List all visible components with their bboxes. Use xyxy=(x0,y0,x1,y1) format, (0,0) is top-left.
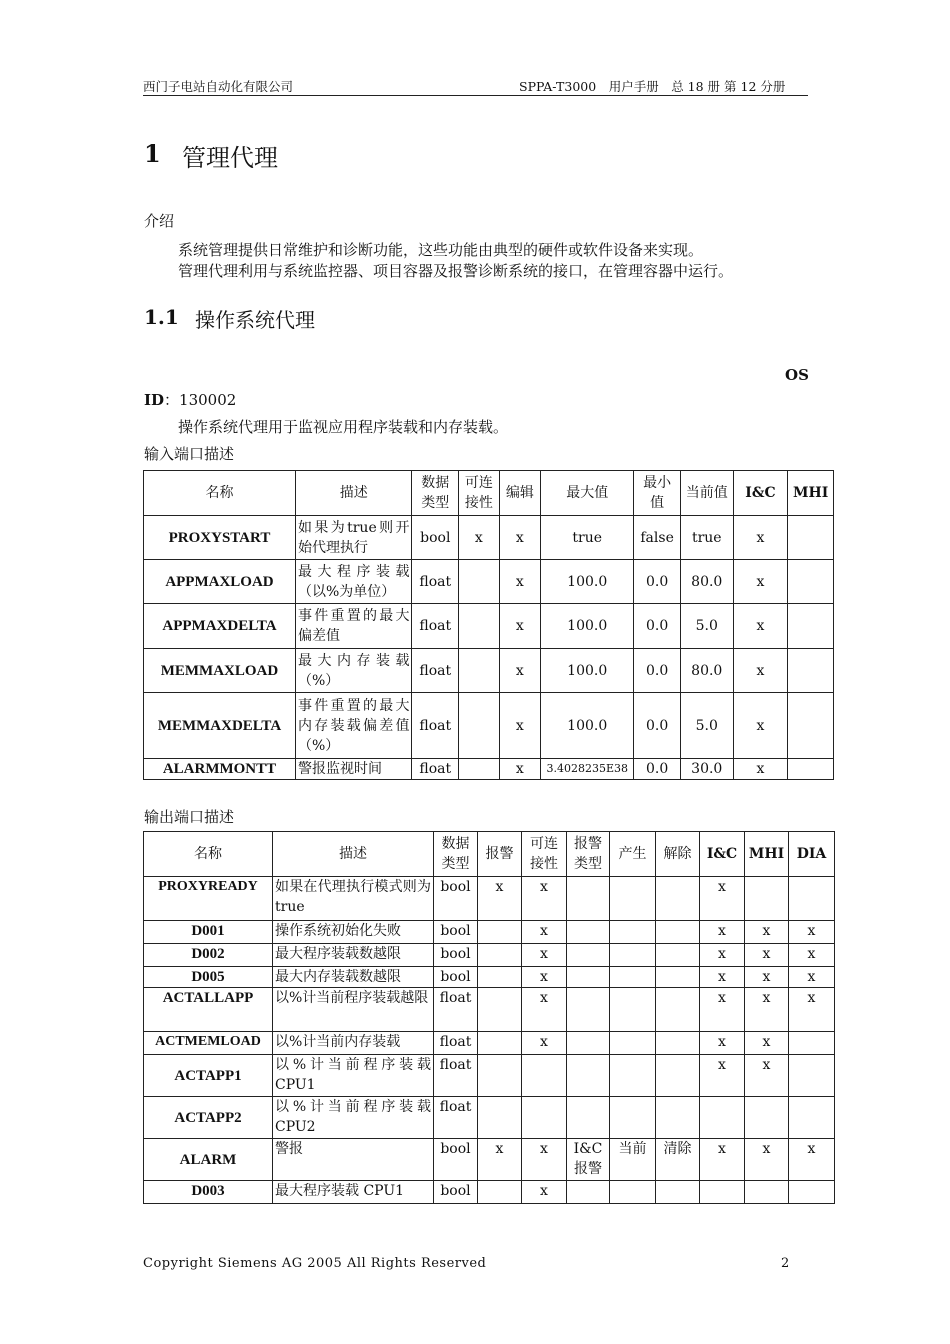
cell-name: ALARMMONTT xyxy=(144,759,296,780)
cell-desc: 最大内存装载（%） xyxy=(295,649,412,693)
cell-atype xyxy=(567,921,610,944)
cell-gen: 当前 xyxy=(610,1139,656,1181)
cell-dia xyxy=(789,877,835,921)
cell-type: bool xyxy=(434,944,478,967)
col-mhi: MHI xyxy=(788,471,834,516)
cell-clr xyxy=(656,988,700,1032)
col-ic: I&C xyxy=(733,471,788,516)
footer-page-number: 2 xyxy=(781,1256,790,1271)
cell-dia xyxy=(789,1097,835,1139)
cell-conn xyxy=(459,759,500,780)
col-desc: 描述 xyxy=(273,832,434,877)
cell-conn: x xyxy=(522,967,567,988)
cell-alarm xyxy=(478,921,522,944)
input-table-row xyxy=(144,649,834,693)
cell-conn xyxy=(522,1097,567,1139)
cell-dia: x xyxy=(789,967,835,988)
header-manual-info: SPPA-T3000 用户手册 总 18 册 第 12 分册 xyxy=(519,79,786,94)
cell-clr xyxy=(656,1055,700,1097)
cell-ic: x xyxy=(700,921,745,944)
cell-max: true xyxy=(541,516,634,560)
output-table-row xyxy=(144,1055,835,1097)
output-table-row xyxy=(144,1097,835,1139)
cell-max: 100.0 xyxy=(541,693,634,759)
col-name: 名称 xyxy=(144,471,296,516)
cell-min: 0.0 xyxy=(634,693,681,759)
cell-edit: x xyxy=(499,759,541,780)
cell-mhi xyxy=(745,1181,789,1204)
cell-atype xyxy=(567,988,610,1032)
cell-edit: x xyxy=(499,693,541,759)
cell-type: float xyxy=(412,649,459,693)
cell-desc: 事件重置的最大内存装载偏差值（%） xyxy=(295,693,412,759)
input-table-row xyxy=(144,759,834,780)
col-connectable: 可连接性 xyxy=(459,471,500,516)
col-desc: 描述 xyxy=(295,471,412,516)
os-label: OS xyxy=(785,366,809,384)
input-table-row xyxy=(144,693,834,759)
section-number: 1 xyxy=(144,139,161,168)
cell-max: 100.0 xyxy=(541,649,634,693)
cell-ic: x xyxy=(700,944,745,967)
cell-type: float xyxy=(412,759,459,780)
output-table-row xyxy=(144,944,835,967)
cell-min: 0.0 xyxy=(634,759,681,780)
cell-edit: x xyxy=(499,516,541,560)
cell-conn: x xyxy=(522,1181,567,1204)
input-table-row xyxy=(144,560,834,604)
output-table-row xyxy=(144,921,835,944)
cell-type: float xyxy=(412,693,459,759)
intro-label: 介绍 xyxy=(144,212,175,230)
output-table-row xyxy=(144,988,835,1032)
cell-edit: x xyxy=(499,604,541,649)
cell-atype xyxy=(567,1055,610,1097)
cell-clr xyxy=(656,921,700,944)
cell-type: bool xyxy=(434,877,478,921)
cell-ic: x xyxy=(700,1139,745,1181)
cell-type: bool xyxy=(412,516,459,560)
col-mhi: MHI xyxy=(745,832,789,877)
cell-edit: x xyxy=(499,649,541,693)
cell-type: float xyxy=(412,560,459,604)
cell-desc: 警报监视时间 xyxy=(295,759,412,780)
cell-ic: x xyxy=(700,1055,745,1097)
cell-conn xyxy=(522,1055,567,1097)
cell-ic: x xyxy=(733,560,788,604)
intro-line-1: 系统管理提供日常维护和诊断功能，这些功能由典型的硬件或软件设备来实现。 xyxy=(178,241,704,259)
cell-min: 0.0 xyxy=(634,649,681,693)
cell-type: bool xyxy=(434,921,478,944)
cell-gen xyxy=(610,1097,656,1139)
cell-mhi: x xyxy=(745,988,789,1032)
cell-dia: x xyxy=(789,944,835,967)
cell-desc: 以%计当前程序装载CPU1 xyxy=(273,1055,434,1097)
cell-desc: 最大内存装载数越限 xyxy=(273,967,434,988)
cell-mhi: x xyxy=(745,1139,789,1181)
cell-alarm xyxy=(478,944,522,967)
col-dia: DIA xyxy=(789,832,835,877)
cell-conn: x xyxy=(522,877,567,921)
cell-conn xyxy=(459,693,500,759)
cell-type: bool xyxy=(434,967,478,988)
cell-conn: x xyxy=(459,516,500,560)
cell-conn: x xyxy=(522,1032,567,1055)
cell-mhi xyxy=(745,877,789,921)
cell-type: float xyxy=(434,1097,478,1139)
cell-cur: 5.0 xyxy=(680,604,733,649)
subsection-number: 1.1 xyxy=(144,305,179,329)
cell-gen xyxy=(610,1181,656,1204)
cell-mhi: x xyxy=(745,921,789,944)
cell-ic: x xyxy=(700,967,745,988)
section-title: 管理代理 xyxy=(182,144,278,172)
cell-min: 0.0 xyxy=(634,604,681,649)
cell-clr xyxy=(656,1032,700,1055)
cell-alarm xyxy=(478,967,522,988)
cell-mhi xyxy=(788,604,834,649)
cell-cur: true xyxy=(680,516,733,560)
cell-mhi: x xyxy=(745,967,789,988)
cell-dia xyxy=(789,1032,835,1055)
cell-alarm xyxy=(478,1055,522,1097)
cell-ic xyxy=(700,1181,745,1204)
col-alarm: 报警 xyxy=(478,832,522,877)
cell-conn: x xyxy=(522,1139,567,1181)
cell-cur: 5.0 xyxy=(680,693,733,759)
cell-alarm: x xyxy=(478,877,522,921)
cell-mhi: x xyxy=(745,1055,789,1097)
output-table-row xyxy=(144,967,835,988)
output-table-row xyxy=(144,1181,835,1204)
cell-dia: x xyxy=(789,921,835,944)
cell-mhi xyxy=(788,759,834,780)
cell-alarm xyxy=(478,1181,522,1204)
cell-conn: x xyxy=(522,944,567,967)
cell-type: float xyxy=(434,1055,478,1097)
col-name: 名称 xyxy=(144,832,273,877)
cell-atype xyxy=(567,944,610,967)
cell-min: false xyxy=(634,516,681,560)
col-generate: 产生 xyxy=(610,832,656,877)
cell-type: float xyxy=(434,988,478,1032)
cell-name: ACTMEMLOAD xyxy=(144,1032,273,1055)
cell-clr xyxy=(656,877,700,921)
output-table-label: 输出端口描述 xyxy=(144,808,235,826)
cell-gen xyxy=(610,1055,656,1097)
id-label: ID xyxy=(144,391,165,409)
cell-edit: x xyxy=(499,560,541,604)
cell-conn xyxy=(459,604,500,649)
cell-mhi: x xyxy=(745,1032,789,1055)
cell-name: MEMMAXDELTA xyxy=(144,693,296,759)
footer-copyright: Copyright Siemens AG 2005 All Rights Reserved xyxy=(143,1256,487,1271)
cell-name: D001 xyxy=(144,921,273,944)
cell-ic: x xyxy=(733,516,788,560)
cell-mhi xyxy=(788,560,834,604)
cell-conn: x xyxy=(522,988,567,1032)
cell-clr: 清除 xyxy=(656,1139,700,1181)
cell-gen xyxy=(610,944,656,967)
col-ic: I&C xyxy=(700,832,745,877)
cell-ic xyxy=(700,1097,745,1139)
cell-gen xyxy=(610,988,656,1032)
col-clear: 解除 xyxy=(656,832,700,877)
cell-ic: x xyxy=(700,988,745,1032)
output-table-header xyxy=(144,832,835,877)
cell-name: PROXYSTART xyxy=(144,516,296,560)
cell-name: ALARM xyxy=(144,1139,273,1181)
output-table-row xyxy=(144,1032,835,1055)
cell-atype xyxy=(567,1032,610,1055)
agent-description: 操作系统代理用于监视应用程序装载和内存装载。 xyxy=(178,418,509,436)
cell-name: APPMAXDELTA xyxy=(144,604,296,649)
output-table-row xyxy=(144,1139,835,1181)
cell-type: bool xyxy=(434,1181,478,1204)
cell-max: 3.4028235E38 xyxy=(541,759,634,780)
cell-name: D005 xyxy=(144,967,273,988)
cell-name: APPMAXLOAD xyxy=(144,560,296,604)
cell-desc: 操作系统初始化失败 xyxy=(273,921,434,944)
cell-atype: I&C报警 xyxy=(567,1139,610,1181)
input-table-row xyxy=(144,516,834,560)
col-type: 数据类型 xyxy=(434,832,478,877)
cell-name: MEMMAXLOAD xyxy=(144,649,296,693)
cell-type: float xyxy=(434,1032,478,1055)
cell-dia: x xyxy=(789,988,835,1032)
input-table-row xyxy=(144,604,834,649)
col-type: 数据类型 xyxy=(412,471,459,516)
id-value: ：130002 xyxy=(164,391,237,409)
cell-max: 100.0 xyxy=(541,604,634,649)
cell-ic: x xyxy=(733,604,788,649)
cell-min: 0.0 xyxy=(634,560,681,604)
cell-mhi xyxy=(788,649,834,693)
cell-ic: x xyxy=(733,693,788,759)
cell-gen xyxy=(610,967,656,988)
cell-desc: 警报 xyxy=(273,1139,434,1181)
cell-desc: 如果为true则开始代理执行 xyxy=(295,516,412,560)
input-table-label: 输入端口描述 xyxy=(144,445,235,463)
cell-type: bool xyxy=(434,1139,478,1181)
cell-name: D003 xyxy=(144,1181,273,1204)
cell-atype xyxy=(567,877,610,921)
cell-name: ACTAPP1 xyxy=(144,1055,273,1097)
cell-atype xyxy=(567,1097,610,1139)
cell-desc: 事件重置的最大偏差值 xyxy=(295,604,412,649)
col-alarm-type: 报警类型 xyxy=(567,832,610,877)
cell-desc: 以%计当前程序装载CPU2 xyxy=(273,1097,434,1139)
cell-desc: 最大程序装载 CPU1 xyxy=(273,1181,434,1204)
cell-gen xyxy=(610,921,656,944)
cell-dia xyxy=(789,1055,835,1097)
col-edit: 编辑 xyxy=(499,471,541,516)
cell-dia xyxy=(789,1181,835,1204)
cell-conn xyxy=(459,649,500,693)
header-company: 西门子电站自动化有限公司 xyxy=(143,79,294,94)
cell-desc: 最大程序装载数越限 xyxy=(273,944,434,967)
cell-alarm xyxy=(478,1097,522,1139)
cell-type: float xyxy=(412,604,459,649)
cell-max: 100.0 xyxy=(541,560,634,604)
intro-line-2: 管理代理利用与系统监控器、项目容器及报警诊断系统的接口，在管理容器中运行。 xyxy=(178,262,734,280)
cell-name: D002 xyxy=(144,944,273,967)
cell-ic: x xyxy=(733,649,788,693)
cell-name: ACTAPP2 xyxy=(144,1097,273,1139)
cell-cur: 30.0 xyxy=(680,759,733,780)
cell-desc: 以%计当前程序装载越限 xyxy=(273,988,434,1032)
id-line xyxy=(144,389,236,410)
cell-conn: x xyxy=(522,921,567,944)
cell-ic: x xyxy=(700,1032,745,1055)
cell-dia: x xyxy=(789,1139,835,1181)
cell-alarm xyxy=(478,1032,522,1055)
cell-clr xyxy=(656,967,700,988)
cell-gen xyxy=(610,1032,656,1055)
cell-mhi xyxy=(745,1097,789,1139)
cell-ic: x xyxy=(733,759,788,780)
cell-alarm xyxy=(478,988,522,1032)
cell-conn xyxy=(459,560,500,604)
output-table-row xyxy=(144,877,835,921)
cell-name: ACTALLAPP xyxy=(144,988,273,1032)
cell-name: PROXYREADY xyxy=(144,877,273,921)
cell-clr xyxy=(656,1097,700,1139)
cell-clr xyxy=(656,944,700,967)
cell-alarm: x xyxy=(478,1139,522,1181)
cell-desc: 最大程序装载（以%为单位） xyxy=(295,560,412,604)
cell-clr xyxy=(656,1181,700,1204)
col-max: 最大值 xyxy=(541,471,634,516)
col-min: 最小值 xyxy=(634,471,681,516)
cell-desc: 以%计当前内存装载 xyxy=(273,1032,434,1055)
col-connectable: 可连接性 xyxy=(522,832,567,877)
cell-cur: 80.0 xyxy=(680,649,733,693)
output-port-table xyxy=(143,831,835,1204)
cell-mhi xyxy=(788,693,834,759)
cell-cur: 80.0 xyxy=(680,560,733,604)
cell-ic: x xyxy=(700,877,745,921)
input-port-table xyxy=(143,470,834,780)
header-divider xyxy=(143,95,808,96)
cell-atype xyxy=(567,967,610,988)
cell-mhi xyxy=(788,516,834,560)
cell-atype xyxy=(567,1181,610,1204)
cell-mhi: x xyxy=(745,944,789,967)
col-current: 当前值 xyxy=(680,471,733,516)
cell-desc: 如果在代理执行模式则为true xyxy=(273,877,434,921)
subsection-title: 操作系统代理 xyxy=(195,308,315,332)
cell-gen xyxy=(610,877,656,921)
input-table-header xyxy=(144,471,834,516)
